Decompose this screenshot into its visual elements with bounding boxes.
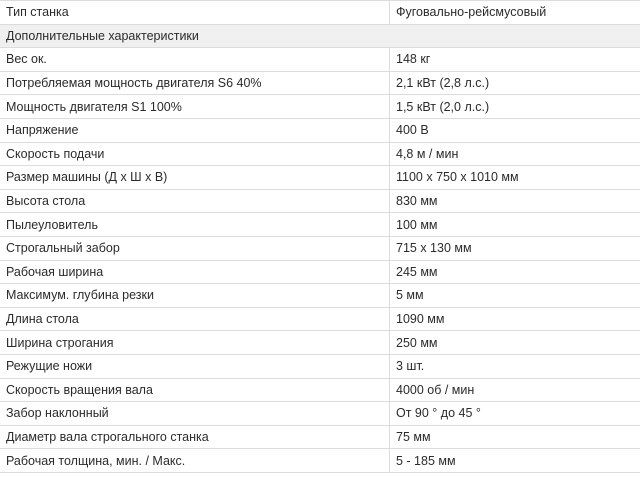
table-row (0, 166, 640, 190)
table-row (0, 284, 640, 308)
table-row (0, 307, 640, 331)
section-title: Дополнительные характеристики (0, 24, 640, 48)
spec-label: Ширина строгания (0, 331, 390, 355)
spec-label: Длина стола (0, 307, 390, 331)
spec-value: 100 мм (390, 213, 640, 237)
spec-label: Высота стола (0, 189, 390, 213)
spec-value: 4,8 м / мин (390, 142, 640, 166)
table-row (0, 95, 640, 119)
table-row (0, 354, 640, 378)
spec-label: Режущие ножи (0, 354, 390, 378)
spec-value: 3 шт. (390, 354, 640, 378)
table-row (0, 189, 640, 213)
specifications-table-body (0, 1, 640, 473)
spec-label: Рабочая ширина (0, 260, 390, 284)
spec-value: 4000 об / мин (390, 378, 640, 402)
spec-value: 5 мм (390, 284, 640, 308)
spec-value: 1090 мм (390, 307, 640, 331)
table-row (0, 142, 640, 166)
spec-value: Фуговально-рейсмусовый (390, 1, 640, 25)
spec-label: Напряжение (0, 118, 390, 142)
table-row (0, 425, 640, 449)
spec-label: Потребляемая мощность двигателя S6 40% (0, 71, 390, 95)
spec-label: Скорость вращения вала (0, 378, 390, 402)
spec-value: От 90 ° до 45 ° (390, 402, 640, 426)
spec-value: 250 мм (390, 331, 640, 355)
spec-label: Тип станка (0, 1, 390, 25)
table-row (0, 260, 640, 284)
spec-value: 245 мм (390, 260, 640, 284)
table-row (0, 449, 640, 473)
spec-label: Пылеуловитель (0, 213, 390, 237)
table-row (0, 118, 640, 142)
table-row (0, 378, 640, 402)
table-row (0, 236, 640, 260)
section-header-row (0, 24, 640, 48)
spec-label: Рабочая толщина, мин. / Макс. (0, 449, 390, 473)
table-row (0, 402, 640, 426)
spec-label: Мощность двигателя S1 100% (0, 95, 390, 119)
table-row (0, 71, 640, 95)
spec-value: 1100 x 750 x 1010 мм (390, 166, 640, 190)
table-row (0, 213, 640, 237)
spec-value: 1,5 кВт (2,0 л.с.) (390, 95, 640, 119)
spec-label: Размер машины (Д x Ш x В) (0, 166, 390, 190)
spec-label: Строгальный забор (0, 236, 390, 260)
spec-value: 830 мм (390, 189, 640, 213)
spec-value: 148 кг (390, 48, 640, 72)
spec-label: Скорость подачи (0, 142, 390, 166)
spec-label: Диаметр вала строгального станка (0, 425, 390, 449)
spec-label: Забор наклонный (0, 402, 390, 426)
spec-label: Вес ок. (0, 48, 390, 72)
table-row-machine-type (0, 1, 640, 25)
spec-value: 400 В (390, 118, 640, 142)
spec-label: Максимум. глубина резки (0, 284, 390, 308)
spec-value: 5 - 185 мм (390, 449, 640, 473)
spec-value: 715 x 130 мм (390, 236, 640, 260)
spec-value: 2,1 кВт (2,8 л.с.) (390, 71, 640, 95)
table-row (0, 48, 640, 72)
spec-value: 75 мм (390, 425, 640, 449)
table-row (0, 331, 640, 355)
